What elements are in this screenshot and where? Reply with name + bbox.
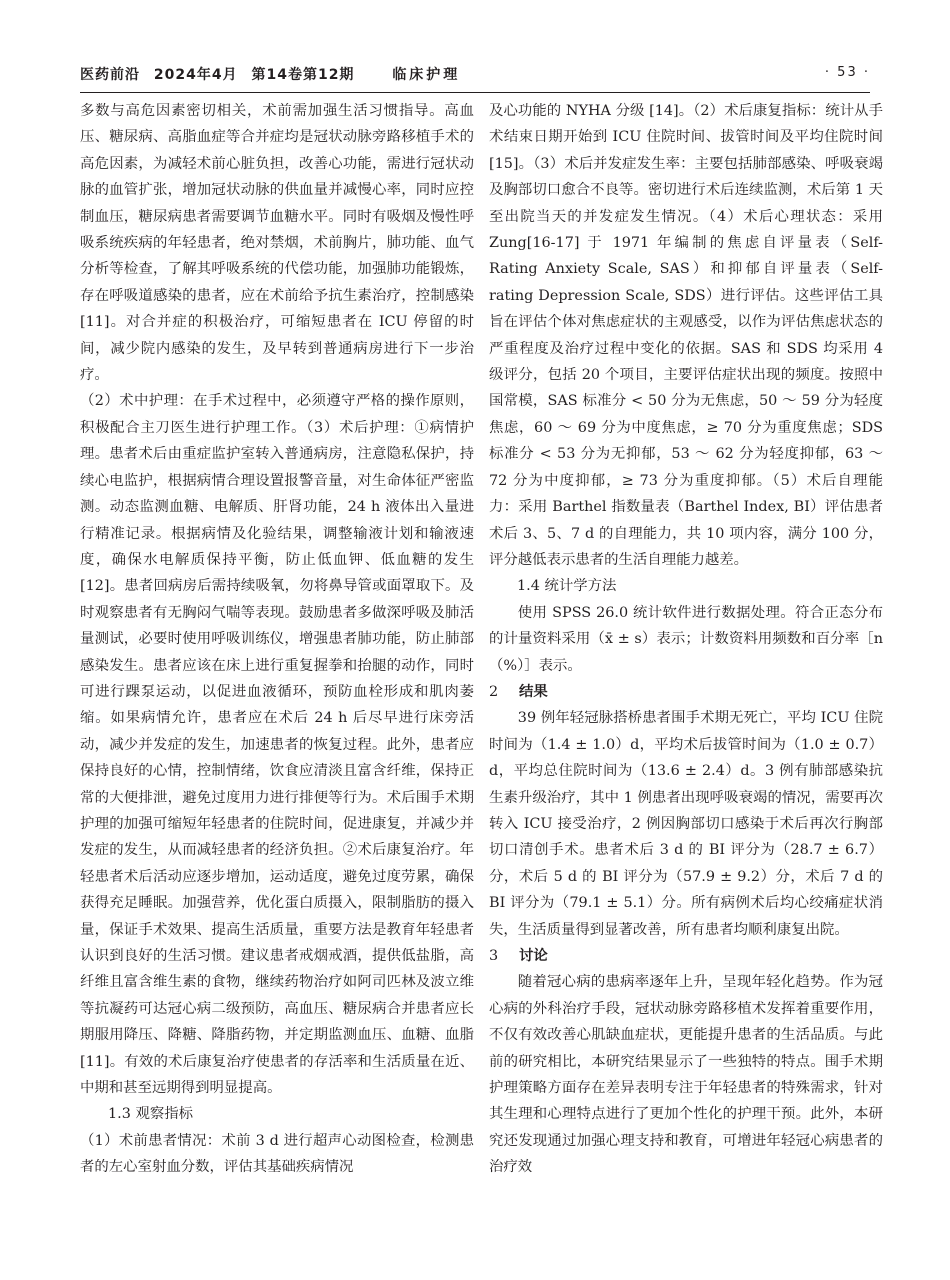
- paragraph: 随着冠心病的患病率逐年上升，呈现年轻化趋势。作为冠心病的外科治疗手段，冠状动脉旁路移植术发挥着重要作用，不仅有效改善心肌缺血症状，更能提升患者的生活品质。与此前的研究相比，本研究结果显示了一些独特的特点。围手术期护理策略方面存在差异表明专注于年轻患者的特殊需求，针对其生理和心理特点进行了更加个性化的护理干预。此外，本研究还发现通过加强心理支持和教育，可增进年轻冠心病患者的治疗效: [489, 974, 883, 1176]
- subsection-heading: 1.3 观察指标: [108, 1106, 194, 1123]
- paragraph: （1）术前患者情况：术前 3 d 进行超声心动图检查，检测患者的左心室射血分数，评估其基础疾病情况: [80, 1132, 474, 1176]
- section-heading-results: [489, 679, 883, 705]
- section-number: 2: [489, 683, 499, 700]
- paragraph: 使用 SPSS 26.0 统计软件进行数据处理。符合正态分布的计量资料采用（x̄ ± s）表示；计数资料用频数和百分率［n（%）］表示。: [489, 604, 883, 674]
- paragraph: 及心功能的 NYHA 分级 [14]。（2）术后康复指标：统计从手术结束日期开始到 ICU 住院时间、拔管时间及平均住院时间 [15]。（3）术后并发症发生率：主要包括肺部感染、呼吸衰竭及胸部切口愈合不良等。密切进行术后连续监测，术后第 1 天至出院当天的并发症发生情况。（4）术后心理状态：采用 Zung[16-17] 于 1971 年编制的焦虑自评量表（Self-Rating Anxiety Scale, SAS）和抑郁自评量表（Self-rating Depression Scale, SDS）进行评估。这些评估工具旨在评估个体对焦虑症状的主观感受，以作为评估焦虑状态的严重程度及治疗过程中变化的依据。SAS 和 SDS 均采用 4 级评分，包括 20 个项目，主要评估症状出现的频度。按照中国常模，SAS 标准分 < 50 分为无焦虑，50 ～ 59 分为轻度焦虑，60 ～ 69 分为中度焦虑，≥ 70 分为重度焦虑；SDS 标准分 < 53 分为无抑郁，53 ～ 62 分为轻度抑郁，63 ～ 72 分为中度抑郁，≥ 73 分为重度抑郁。（5）术后自理能力：采用 Barthel 指数量表（Barthel Index, BI）评估患者术后 3、5、7 d 的自理能力，共 10 项内容，满分 100 分，评分越低表示患者的生活自理能力越差。: [489, 103, 883, 568]
- header-left: [80, 64, 468, 84]
- section-heading-discussion: [489, 943, 883, 969]
- paragraph: 39 例年轻冠脉搭桥患者围手术期无死亡，平均 ICU 住院时间为（1.4 ± 1.0）d，平均术后拔管时间为（1.0 ± 0.7）d，平均总住院时间为（13.6 ± 2.4）d。3 例有肺部感染抗生素升级治疗，其中 1 例患者出现呼吸衰竭的情况，需要再次转入 ICU 接受治疗，2 例因胸部切口感染于术后再次行胸部切口清创手术。患者术后 3 d 的 BI 评分为（28.7 ± 6.7）分，术后 5 d 的 BI 评分为（57.9 ± 9.2）分，术后 7 d 的 BI 评分为（79.1 ± 5.1）分。所有病例术后均心绞痛症状消失，生活质量得到显著改善，所有患者均顺利康复出院。: [489, 710, 883, 938]
- section-number: 3: [489, 948, 499, 964]
- section-name: 临床护理: [392, 67, 461, 83]
- running-header: [80, 60, 870, 93]
- issue-date: 2024年4月: [153, 67, 238, 83]
- volume-issue: 第14卷第12期: [251, 67, 355, 83]
- subsection-heading: 1.4 统计学方法: [517, 578, 617, 595]
- section-title: 结果: [519, 682, 548, 700]
- right-column: [489, 98, 883, 1181]
- paragraph: （2）术中护理：在手术过程中，必须遵守严格的操作原则，积极配合主刀医生进行护理工作。（3）术后护理：①病情护理。患者术后由重症监护室转入普通病房，注意隐私保护，持续心电监护，根据病情合理设置报警音量，对生命体征严密监测。动态监测血糖、电解质、肝肾功能，24 h 液体出入量进行精准记录。根据病情及化验结果，调整输液计划和输液速度，确保水电解质保持平衡，防止低血钾、低血糖的发生 [12]。患者回病房后需持续吸氧，勿将鼻导管或面罩取下。及时观察患者有无胸闷气喘等表现。鼓励患者多做深呼吸及肺活量测试，必要时使用呼吸训练仪，增强患者肺功能，防止肺部感染发生。患者应该在床上进行重复握拳和抬腿的动作，同时可进行踝泵运动，以促进血液循环，预防血栓形成和肌肉萎缩。如果病情允许，患者应在术后 24 h 后尽早进行床旁活动，减少并发症的发生，加速患者的恢复过程。此外，患者应保持良好的心情，控制情绪，饮食应清淡且富含纤维，保持正常的大便排泄，避免过度用力进行排便等行为。术后围手术期护理的加强可缩短年轻患者的住院时间，促进康复，并减少并发症的发生，从而减轻患者的经济负担。②术后康复治疗。年轻患者术后活动应逐步增加，运动适度，避免过度劳累，确保获得充足睡眠。加强营养，优化蛋白质摄入，限制脂肪的摄入量，保证手术效果、提高生活质量，重要方法是教育年轻患者认识到良好的生活习惯。建议患者戒烟戒酒，提供低盐脂，高纤维且富含维生素的食物，继续药物治疗如阿司匹林及波立维等抗凝药可达冠心病二级预防，高血压、糖尿病合并患者应长期服用降压、降糖、降脂药物，并定期监测血压、血糖、血脂 [11]。有效的术后康复治疗使患者的存活率和生活质量在近、中期和甚至远期得到明显提高。: [80, 393, 474, 1097]
- page-number: · 53 ·: [824, 65, 870, 80]
- section-title: 讨论: [519, 947, 548, 964]
- paragraph: 多数与高危因素密切相关，术前需加强生活习惯指导。高血压、糖尿病、高脂血症等合并症均是冠状动脉旁路移植手术的高危因素，为减轻术前心脏负担，改善心功能，需进行冠状动脉的血管扩张，增加冠状动脉的供血量并减慢心率，同时应控制血压，糖尿病患者需要调节血糖水平。同时有吸烟及慢性呼吸系统疾病的年轻患者，绝对禁烟，术前胸片，肺功能、血气分析等检查，了解其呼吸系统的代偿功能，加强肺功能锻炼，存在呼吸道感染的患者，应在术前给予抗生素治疗，控制感染 [11]。对合并症的积极治疗，可缩短患者在 ICU 停留的时间，减少院内感染的发生，及早转到普通病房进行下一步治疗。: [80, 103, 474, 384]
- journal-name: 医药前沿: [80, 67, 140, 83]
- left-column: [80, 98, 474, 1181]
